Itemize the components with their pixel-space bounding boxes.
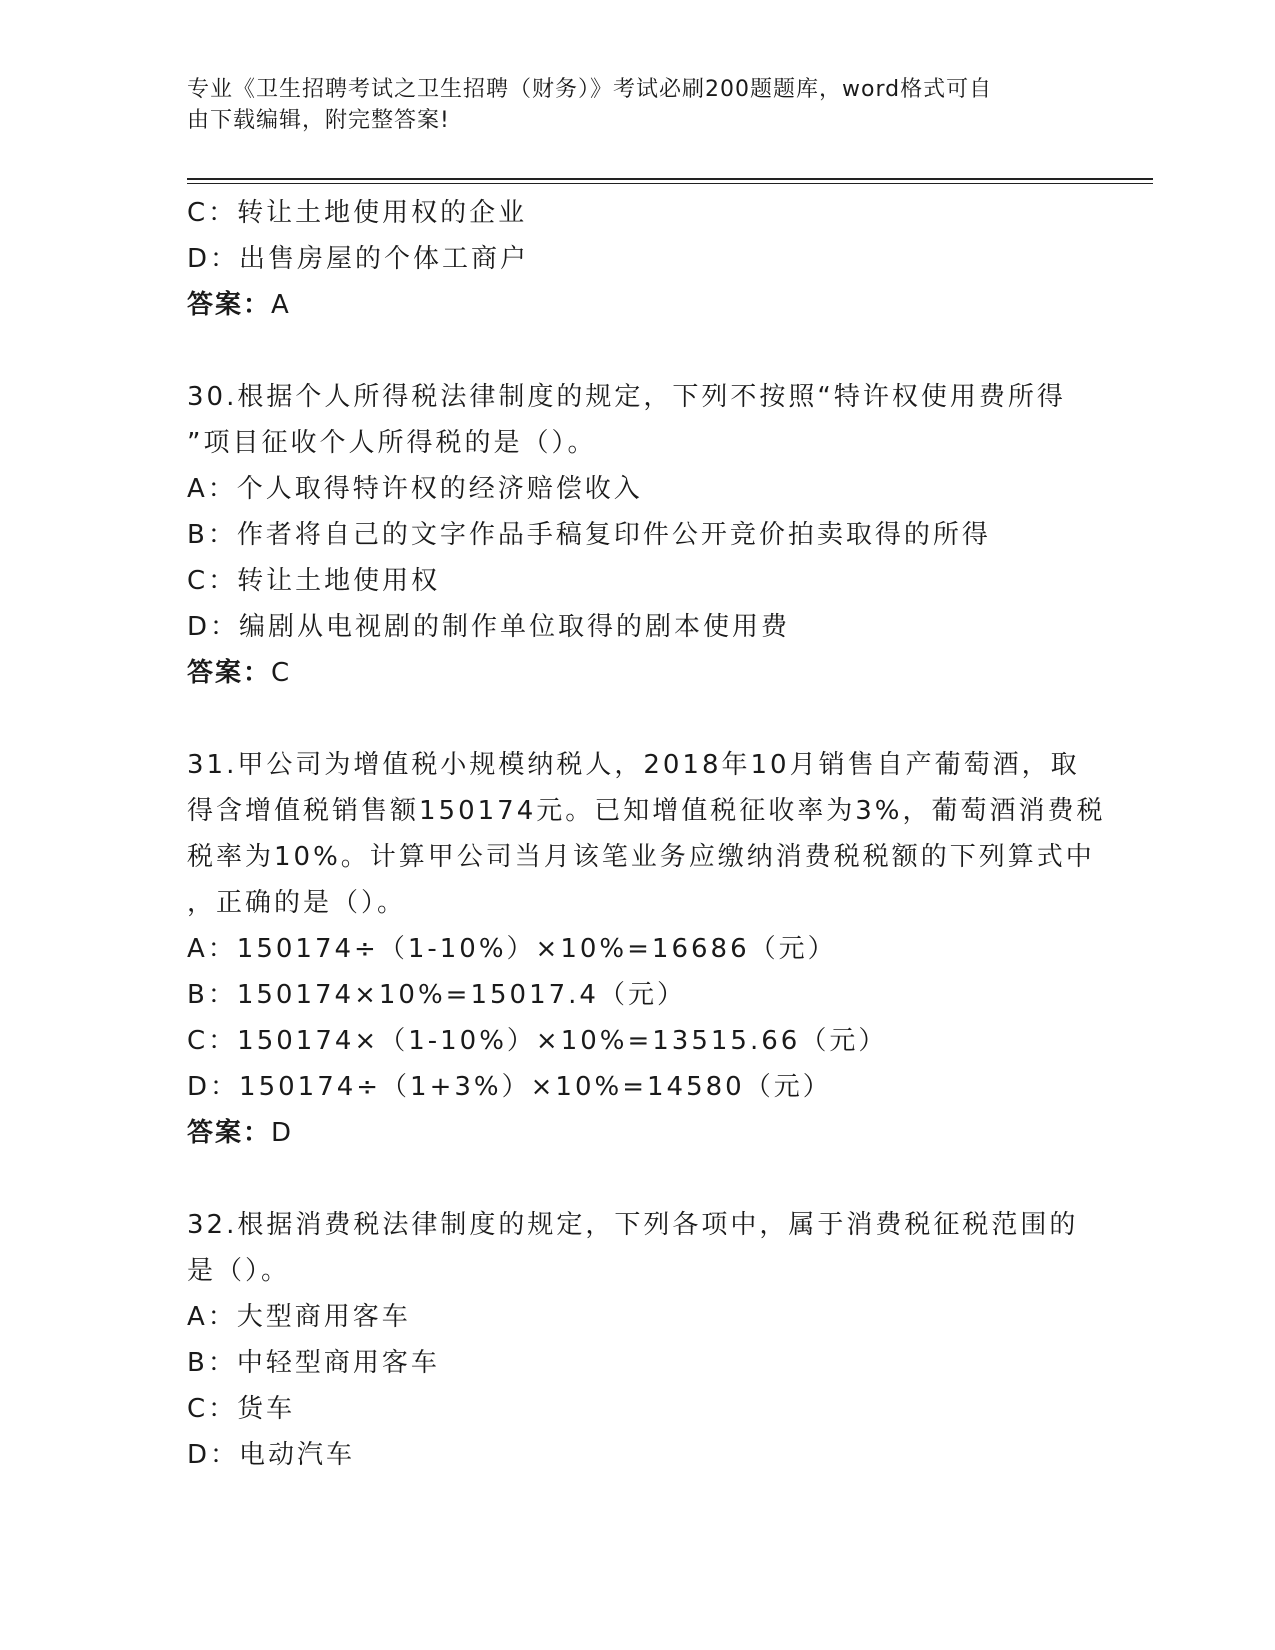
answer-value: A [271, 290, 291, 320]
header-line-2: 由下载编辑，附完整答案! [187, 108, 450, 133]
question-32 [187, 1202, 1087, 1478]
question-stem: 是（）。 [187, 1256, 291, 1286]
option-c: C：转让土地使用权的企业 [187, 198, 528, 228]
answer-label: 答案： [187, 1118, 272, 1148]
option-b: B：中轻型商用客车 [187, 1348, 440, 1378]
question-stem: 32.根据消费税法律制度的规定，下列各项中，属于消费税征税范围的 [187, 1210, 1079, 1240]
option-b: B：150174×10%=15017.4（元） [187, 980, 686, 1010]
answer-value: D [271, 1118, 294, 1148]
document-header [187, 74, 1067, 136]
question-stem: ，正确的是（）。 [187, 888, 407, 918]
option-d: D：编剧从电视剧的制作单位取得的剧本使用费 [187, 612, 791, 642]
option-a: A：大型商用客车 [187, 1302, 411, 1332]
answer-value: C [271, 658, 292, 688]
question-stem: 税率为10%。计算甲公司当月该笔业务应缴纳消费税税额的下列算式中 [187, 842, 1095, 872]
header-line-1: 专业《卫生招聘考试之卫生招聘（财务）》考试必刷200题题库，word格式可自 [187, 77, 993, 102]
answer-label: 答案： [187, 290, 272, 320]
question-31 [187, 742, 1106, 1156]
question-stem: ”项目征收个人所得税的是（）。 [187, 428, 597, 458]
option-b: B：作者将自己的文字作品手稿复印件公开竞价拍卖取得的所得 [187, 520, 991, 550]
option-c: C：转让土地使用权 [187, 566, 441, 596]
answer [187, 282, 1087, 328]
spacer [187, 1156, 1087, 1202]
question-list [187, 190, 1106, 1478]
spacer [187, 328, 1087, 374]
question-stem: 31.甲公司为增值税小规模纳税人，2018年10月销售自产葡萄酒，取 [187, 750, 1080, 780]
option-d: D：电动汽车 [187, 1440, 356, 1470]
answer-label: 答案： [187, 658, 272, 688]
option-d: D：出售房屋的个体工商户 [187, 244, 530, 274]
option-a: A：个人取得特许权的经济赔偿收入 [187, 474, 643, 504]
option-a: A：150174÷（1-10%）×10%=16686（元） [187, 934, 837, 964]
header-divider-thin [187, 183, 1153, 184]
answer [187, 650, 1087, 696]
question-30 [187, 374, 1087, 696]
answer [187, 1110, 1087, 1156]
question-stem: 30.根据个人所得税法律制度的规定，下列不按照“特许权使用费所得 [187, 382, 1066, 412]
header-divider-thick [187, 178, 1153, 180]
option-c: C：150174×（1-10%）×10%=13515.66（元） [187, 1026, 888, 1056]
question-29-tail [187, 190, 1087, 328]
option-c: C：货车 [187, 1394, 296, 1424]
option-d: D：150174÷（1+3%）×10%=14580（元） [187, 1072, 832, 1102]
spacer [187, 696, 1087, 742]
question-stem: 得含增值税销售额150174元。已知增值税征收率为3%，葡萄酒消费税 [187, 796, 1106, 826]
